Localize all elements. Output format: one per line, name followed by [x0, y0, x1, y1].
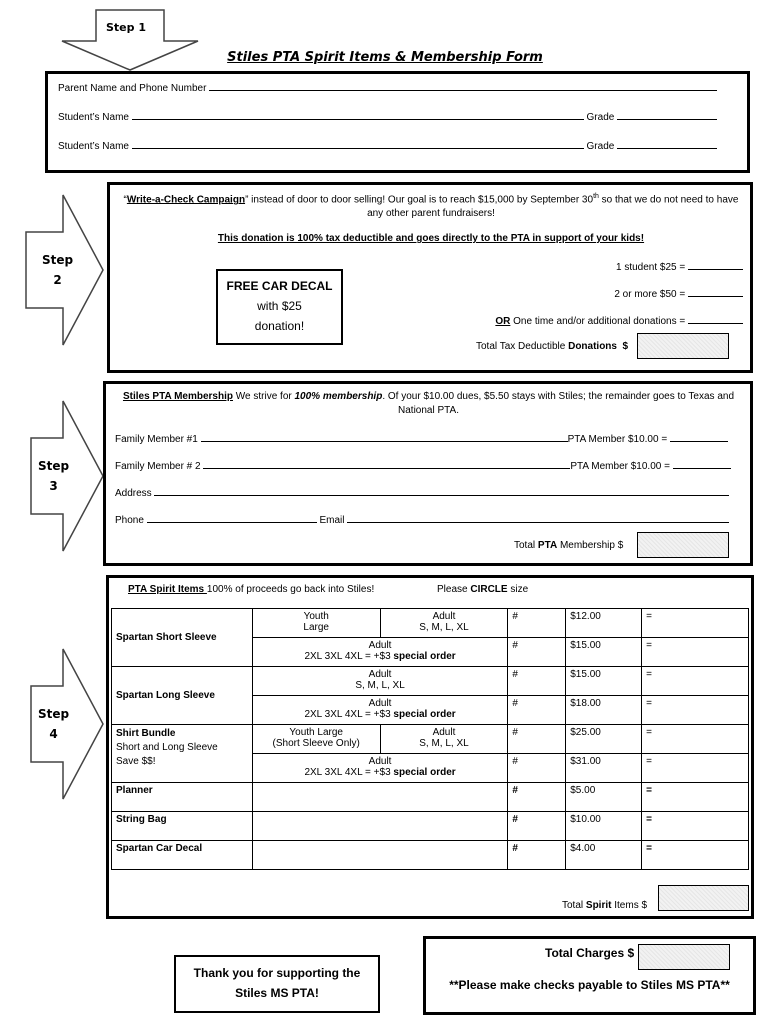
planner-cell: [112, 783, 253, 812]
student2-row: [58, 139, 717, 152]
price: $18.00: [570, 698, 601, 709]
step4-label-number: 4: [49, 727, 58, 741]
circle-size-note: [437, 584, 528, 595]
total-cell[interactable]: [642, 725, 749, 754]
total-cell[interactable]: [642, 841, 749, 870]
membership-text2: . Of your $10.00 dues, $5.50 stays with Stiles; the remainder goes to Texas and National PTA.: [382, 391, 735, 416]
total-charges-field[interactable]: [638, 944, 730, 970]
special-order: special order: [393, 767, 456, 778]
bundle-youth-cell[interactable]: [252, 725, 380, 754]
membership-total-text: Membership $: [557, 540, 624, 551]
eq: =: [646, 611, 652, 622]
two-more-field[interactable]: [688, 287, 743, 297]
decal-line1: FREE CAR DECAL: [226, 279, 333, 293]
ss-ext-adult: Adult: [368, 640, 392, 651]
spirit-total-bold: Spirit: [585, 900, 612, 911]
membership-text: We strive for: [233, 391, 295, 402]
eq: =: [646, 669, 652, 680]
string-bag-size-cell: [252, 812, 508, 841]
bundle-youth: Youth Large: [289, 727, 343, 738]
bundle-sub1: Short and Long Sleeve: [116, 742, 218, 753]
check-campaign-text: instead of door to door selling! Our goal is to reach $15,000 by September 30: [251, 194, 594, 206]
pta-member1-label: PTA Member $10.00 =: [567, 434, 670, 445]
ls-ext-sizes: 2XL 3XL 4XL = +$3: [304, 709, 394, 720]
qty-cell[interactable]: [508, 638, 566, 667]
car-decal: Spartan Car Decal: [116, 843, 203, 854]
ss-adult-cell[interactable]: [380, 609, 508, 638]
qty-cell[interactable]: [508, 696, 566, 725]
ls-ext-cell[interactable]: [252, 696, 508, 725]
pta-member2-label: PTA Member $10.00 =: [570, 461, 673, 472]
car-decal-size-cell: [252, 841, 508, 870]
ss-price-cell: [566, 609, 642, 638]
hash: #: [512, 669, 518, 680]
price-cell: [566, 667, 642, 696]
spirit-total-text: Items $: [611, 900, 648, 911]
spirit-text: 100% of proceeds go back into Stiles!: [206, 584, 375, 595]
ls-sizes: S, M, L, XL: [355, 680, 405, 691]
one-time-row: [495, 314, 743, 327]
spirit-title: PTA Spirit Items: [128, 584, 207, 595]
one-student-label: 1 student $25 =: [615, 262, 688, 273]
family1-field[interactable]: [201, 432, 568, 442]
ss-total-cell[interactable]: [642, 609, 749, 638]
tax-note: This donation is 100% tax deductible and goes directly to the PTA in support of your kids!: [217, 233, 645, 244]
membership-italic: 100% membership: [294, 391, 383, 402]
price-cell: [566, 812, 642, 841]
price: $12.00: [570, 611, 601, 622]
membership-total-label: Total: [514, 540, 538, 551]
grade1-label: Grade: [586, 112, 615, 123]
step4-label-word: Step: [37, 707, 70, 721]
email-label: Email: [316, 515, 348, 526]
donations-total-field[interactable]: [637, 333, 729, 359]
address-label: Address: [115, 488, 155, 499]
bundle-ss-only: (Short Sleeve Only): [272, 738, 360, 749]
string-bag-cell: [112, 812, 253, 841]
hash: #: [512, 727, 518, 738]
hash: #: [512, 814, 518, 825]
one-student-row: [616, 260, 743, 273]
phone-field[interactable]: [147, 513, 317, 523]
grade2-field[interactable]: [617, 139, 717, 149]
step2-label: [35, 250, 80, 290]
ss-youth: Youth: [303, 611, 329, 622]
membership-total-field[interactable]: [637, 532, 729, 558]
bundle-ext-cell[interactable]: [252, 754, 508, 783]
price: $4.00: [570, 843, 596, 854]
ss-sizes: S, M, L, XL: [419, 622, 469, 633]
checks-payable-note: **Please make checks payable to Stiles MS PTA**: [449, 978, 730, 992]
qty-cell[interactable]: [508, 783, 566, 812]
student1-field[interactable]: [132, 110, 584, 120]
total-cell[interactable]: [642, 667, 749, 696]
donations-dollar: $: [622, 341, 629, 352]
phone-email-row: [115, 513, 729, 526]
bundle-name-cell: [112, 725, 253, 783]
step3-label-word: Step: [37, 459, 70, 473]
spirit-total-field[interactable]: [658, 885, 749, 911]
ls-name-cell: [112, 667, 253, 725]
student2-label: Student’s Name: [58, 141, 129, 152]
ss-name: Spartan Short Sleeve: [116, 632, 217, 643]
grade2-label: Grade: [586, 141, 615, 152]
step1-label: Step 1: [106, 21, 146, 34]
qty-cell[interactable]: [508, 812, 566, 841]
qty-cell[interactable]: [508, 667, 566, 696]
total-cell[interactable]: [642, 754, 749, 783]
circle-bold: CIRCLE: [470, 584, 508, 595]
price: $5.00: [570, 785, 596, 796]
student1-label: Student’s Name: [58, 112, 129, 123]
price-cell: [566, 696, 642, 725]
ss-youth-cell[interactable]: [252, 609, 380, 638]
price: $31.00: [570, 756, 601, 767]
total-charges-label: Total Charges $: [545, 946, 635, 960]
one-student-field[interactable]: [688, 260, 743, 270]
table-row: [112, 783, 749, 812]
price-cell: [566, 638, 642, 667]
eq: =: [646, 843, 652, 854]
family1-label: Family Member #1: [115, 434, 201, 445]
email-field[interactable]: [347, 513, 729, 523]
eq: =: [646, 698, 652, 709]
eq: =: [646, 756, 652, 767]
bundle-ext-adult: Adult: [368, 756, 392, 767]
ss-adult: Adult: [432, 611, 456, 622]
price: $25.00: [570, 727, 601, 738]
bundle-ext-sizes: 2XL 3XL 4XL = +$3: [304, 767, 394, 778]
price-cell: [566, 841, 642, 870]
membership-title: Stiles PTA Membership: [122, 391, 233, 402]
ss-large: Large: [303, 622, 329, 633]
hash: #: [512, 756, 518, 767]
circle-pre: Please: [437, 584, 471, 595]
ss-ext-cell[interactable]: [252, 638, 508, 667]
price-cell: [566, 783, 642, 812]
table-row: [112, 725, 749, 754]
one-time-label: One time and/or additional donations =: [510, 316, 688, 327]
total-cell[interactable]: [642, 638, 749, 667]
donations-total-row: [476, 341, 628, 352]
price: $10.00: [570, 814, 601, 825]
bundle-sizes: S, M, L, XL: [419, 738, 469, 749]
spirit-items-table: [111, 608, 749, 870]
car-decal-cell: [112, 841, 253, 870]
donations-total-bold: Donations: [568, 341, 617, 352]
membership-total-bold: PTA: [537, 540, 558, 551]
bundle-adult: Adult: [432, 727, 456, 738]
grade1-field[interactable]: [617, 110, 717, 120]
step3-label-number: 3: [49, 479, 58, 493]
table-row: [112, 812, 749, 841]
planner: Planner: [116, 785, 153, 796]
student1-row: [58, 110, 717, 123]
thanks-line2: Stiles MS PTA!: [235, 986, 319, 1000]
address-field[interactable]: [154, 486, 729, 496]
free-car-decal-box: [216, 269, 343, 345]
family2-field[interactable]: [203, 459, 570, 469]
circle-post: size: [507, 584, 529, 595]
hash: #: [512, 843, 518, 854]
decal-line3: donation!: [254, 319, 305, 333]
pta-member1-field[interactable]: [670, 432, 728, 442]
check-campaign-text2: so that we do not need to have any other parent fundraisers!: [367, 194, 739, 220]
eq: =: [646, 640, 652, 651]
spirit-total-row: [562, 900, 647, 911]
total-cell[interactable]: [642, 696, 749, 725]
parent-name-field[interactable]: [209, 81, 717, 91]
eq: =: [646, 785, 652, 796]
membership-total-row: [514, 540, 623, 551]
eq: =: [646, 727, 652, 738]
hash: #: [512, 611, 518, 622]
pta-member2-field[interactable]: [673, 459, 731, 469]
step2-label-word: Step: [41, 253, 74, 267]
qty-cell[interactable]: [508, 725, 566, 754]
address-row: [115, 486, 729, 499]
ls-adult: Adult: [368, 669, 392, 680]
one-time-field[interactable]: [688, 314, 743, 324]
thanks-line1: Thank you for supporting the: [193, 966, 361, 980]
student2-field[interactable]: [132, 139, 584, 149]
spirit-intro: [128, 584, 374, 595]
qty-cell[interactable]: [508, 841, 566, 870]
bundle-sub2: Save $$!: [116, 756, 156, 767]
two-more-label: 2 or more $50 =: [614, 289, 688, 300]
total-cell[interactable]: [642, 783, 749, 812]
parent-name-label: Parent Name and Phone Number: [58, 83, 207, 94]
price: $15.00: [570, 640, 601, 651]
special-order: special order: [393, 651, 456, 662]
ls-adult-cell[interactable]: [252, 667, 508, 696]
parent-name-row: [58, 81, 717, 94]
membership-intro: [116, 390, 741, 418]
step2-label-number: 2: [53, 273, 62, 287]
table-row: [112, 609, 749, 638]
family1-row: [115, 432, 728, 445]
hash: #: [512, 785, 518, 796]
total-cell[interactable]: [642, 812, 749, 841]
ss-ext-sizes: 2XL 3XL 4XL = +$3: [304, 651, 394, 662]
ls-name: Spartan Long Sleeve: [116, 690, 215, 701]
page-title: Stiles PTA Spirit Items & Membership Form: [227, 50, 543, 65]
decal-line2: with $25: [257, 299, 302, 313]
eq: =: [646, 814, 652, 825]
price: $15.00: [570, 669, 601, 680]
qty-cell[interactable]: [508, 754, 566, 783]
ss-qty-cell[interactable]: [508, 609, 566, 638]
spirit-total-label: Total: [562, 900, 586, 911]
ss-name-cell: [112, 609, 253, 667]
price-cell: [566, 725, 642, 754]
check-campaign-intro: “Write-a-Check Campaign” instead of door to door selling! Our goal is to reach $15,000 by September 30th so that we do not need to have any other parent fundraisers!: [123, 193, 739, 220]
ls-ext-adult: Adult: [368, 698, 392, 709]
table-row: [112, 841, 749, 870]
family2-label: Family Member # 2: [115, 461, 204, 472]
table-row: [112, 667, 749, 696]
bundle-adult-cell[interactable]: [380, 725, 508, 754]
special-order: special order: [393, 709, 456, 720]
donations-total-label: Total Tax Deductible: [476, 341, 569, 352]
thank-you-box: [174, 955, 380, 1013]
planner-size-cell: [252, 783, 508, 812]
price-cell: [566, 754, 642, 783]
bundle-name: Shirt Bundle: [116, 728, 176, 739]
family2-row: [115, 459, 731, 472]
two-more-row: [614, 287, 743, 300]
hash: #: [512, 698, 518, 709]
string-bag: String Bag: [116, 814, 167, 825]
step3-label: [31, 456, 76, 496]
phone-label: Phone: [115, 515, 147, 526]
check-campaign-title: Write-a-Check Campaign: [126, 194, 246, 206]
or-label: OR: [495, 316, 511, 327]
check-campaign-sup: th: [593, 193, 599, 200]
step4-label: [31, 704, 76, 744]
hash: #: [512, 640, 518, 651]
